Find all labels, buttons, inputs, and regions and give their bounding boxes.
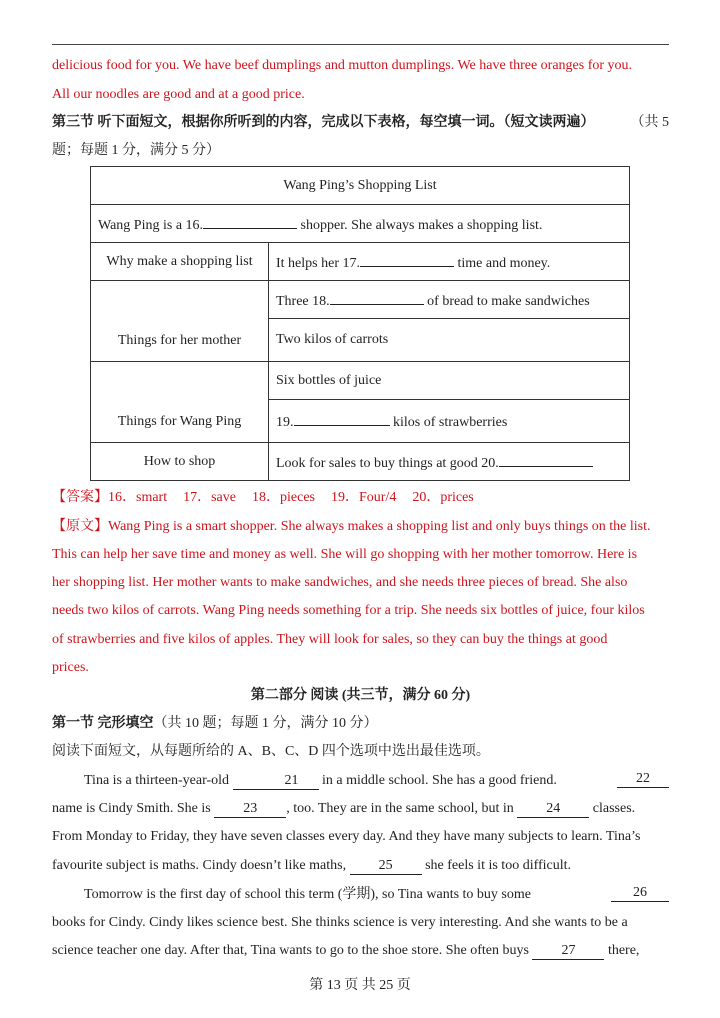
shopping-list-table	[90, 166, 630, 481]
cloze-blank-22[interactable]: 22	[617, 771, 669, 788]
passage-p1-line-3: From Monday to Friday, they have seven classes every day. And they have many subjects to learn. Tina’s	[52, 829, 641, 844]
row4b-pre: 19.	[276, 415, 294, 430]
part2-sec1-tail: （共 10 题；每题 1 分，满分 10 分）	[153, 716, 378, 731]
row3a-post: of bread to make sandwiches	[423, 293, 590, 309]
prev-text-line-1: delicious food for you. We have beef dumplings and mutton dumplings. We have three oranges for you.	[52, 58, 633, 73]
section3-heading-line2: 题；每题 1 分，满分 5 分）	[52, 143, 220, 158]
passage-p2-line-1	[52, 885, 669, 905]
section3-heading-tail: （共 5	[630, 115, 669, 130]
cloze-blank-23[interactable]: 23	[214, 801, 286, 818]
cloze-blank-27[interactable]: 27	[532, 943, 604, 960]
p1-l2-a: name is Cindy Smith. She is	[52, 801, 215, 816]
answer-line	[52, 488, 669, 508]
part2-sec1-bold: 第一节 完形填空	[52, 716, 154, 731]
section3-heading-bold: 第三节 听下面短文，根据你所听到的内容，完成以下表格，每空填一词。（短文读两遍）	[52, 115, 595, 130]
row3b: Two kilos of carrots	[269, 319, 630, 362]
p1-l1-a: Tina is a thirteen-year-old	[84, 773, 233, 788]
p1-l1-b: in a middle school. She has a good friend.	[318, 773, 557, 788]
part2-section1-heading	[52, 714, 669, 734]
row4-label: Things for Wang Ping	[91, 362, 269, 443]
p2-l1-a: Tomorrow is the first day of school this term (学期), so Tina wants to buy some	[84, 887, 531, 902]
table-row-5	[269, 443, 630, 481]
blank-19[interactable]	[294, 411, 390, 426]
p2-l3-a: science teacher one day. After that, Tina wants to go to the shoe store. She often buys	[52, 943, 533, 958]
row1-post: shopper. She always makes a shopping list.	[297, 217, 543, 233]
passage-p1-line-2	[52, 799, 669, 819]
original-line-2: This can help her save time and money as well. She will go shopping with her mother tomorrow. Here is	[52, 547, 638, 562]
blank-18[interactable]	[330, 290, 424, 305]
part2-instruction: 阅读下面短文，从每题所给的 A、B、C、D 四个选项中选出最佳选项。	[52, 744, 490, 759]
table-row-3a	[269, 281, 630, 319]
row2-label: Why make a shopping list	[91, 243, 269, 281]
answer-18: 18．pieces	[252, 490, 315, 505]
cloze-blank-26[interactable]: 26	[611, 885, 669, 902]
blank-17[interactable]	[360, 252, 454, 267]
original-text-1: Wang Ping is a smart shopper. She always makes a shopping list and only buys things on the list.	[108, 519, 651, 534]
original-line-1	[52, 517, 669, 537]
cloze-blank-24[interactable]: 24	[517, 801, 589, 818]
original-line-4: needs two kilos of carrots. Wang Ping needs something for a trip. She needs six bottles of juice, four kilos	[52, 603, 645, 618]
passage-p1-line-1	[52, 771, 669, 791]
header-rule	[52, 44, 669, 45]
table-title: Wang Ping’s Shopping List	[91, 167, 630, 205]
row2-pre: It helps her 17.	[276, 255, 360, 271]
passage-p1-line-4	[52, 856, 669, 876]
page-footer: 第 13 页 共 25 页	[309, 978, 411, 993]
p2-l3-b: there,	[604, 943, 640, 958]
answer-19: 19．Four/4	[330, 490, 397, 505]
passage-p2-line-2: books for Cindy. Cindy likes science best. She thinks science is very interesting. And she wants to be a	[52, 915, 628, 930]
answer-16: 16．smart	[108, 490, 168, 505]
row4b-post: kilos of strawberries	[389, 415, 508, 430]
row5-pre: Look for sales to buy things at good 20.	[276, 455, 499, 471]
answer-17: 17．save	[183, 490, 236, 505]
answer-label: 【答案】	[52, 490, 108, 505]
p1-l2-b: , too. They are in the same school, but in	[286, 801, 518, 816]
passage-p2-line-3	[52, 941, 669, 961]
row3-label: Things for her mother	[91, 281, 269, 362]
table-row-2-content	[269, 243, 630, 281]
part2-title: 第二部分 阅读 (共三节，满分 60 分)	[250, 688, 471, 703]
original-line-5: of strawberries and five kilos of apples. They will look for sales, so they can buy the things at good	[52, 632, 608, 647]
original-line-3: her shopping list. Her mother wants to make sandwiches, and she needs three pieces of bread. She also	[52, 575, 628, 590]
blank-20[interactable]	[499, 452, 593, 467]
cloze-blank-21[interactable]: 21	[233, 773, 319, 790]
p1-l4-a: favourite subject is maths. Cindy doesn’t like maths,	[52, 858, 350, 873]
row4a: Six bottles of juice	[269, 362, 630, 400]
cloze-blank-25[interactable]: 25	[350, 858, 422, 875]
original-label: 【原文】	[52, 519, 108, 534]
section3-heading	[52, 113, 669, 133]
table-row-1	[91, 205, 630, 243]
p1-l2-c: classes.	[589, 801, 636, 816]
p1-l4-b: she feels it is too difficult.	[421, 858, 572, 873]
blank-16[interactable]	[203, 214, 297, 229]
row2-post: time and money.	[453, 255, 551, 271]
original-line-6: prices.	[52, 660, 89, 675]
row3a-pre: Three 18.	[276, 293, 330, 309]
prev-text-line-2: All our noodles are good and at a good price.	[52, 87, 305, 102]
row5-label: How to shop	[91, 443, 269, 481]
table-row-4b	[269, 400, 630, 443]
answer-20: 20．prices	[412, 490, 474, 505]
row1-pre: Wang Ping is a 16.	[98, 217, 204, 233]
